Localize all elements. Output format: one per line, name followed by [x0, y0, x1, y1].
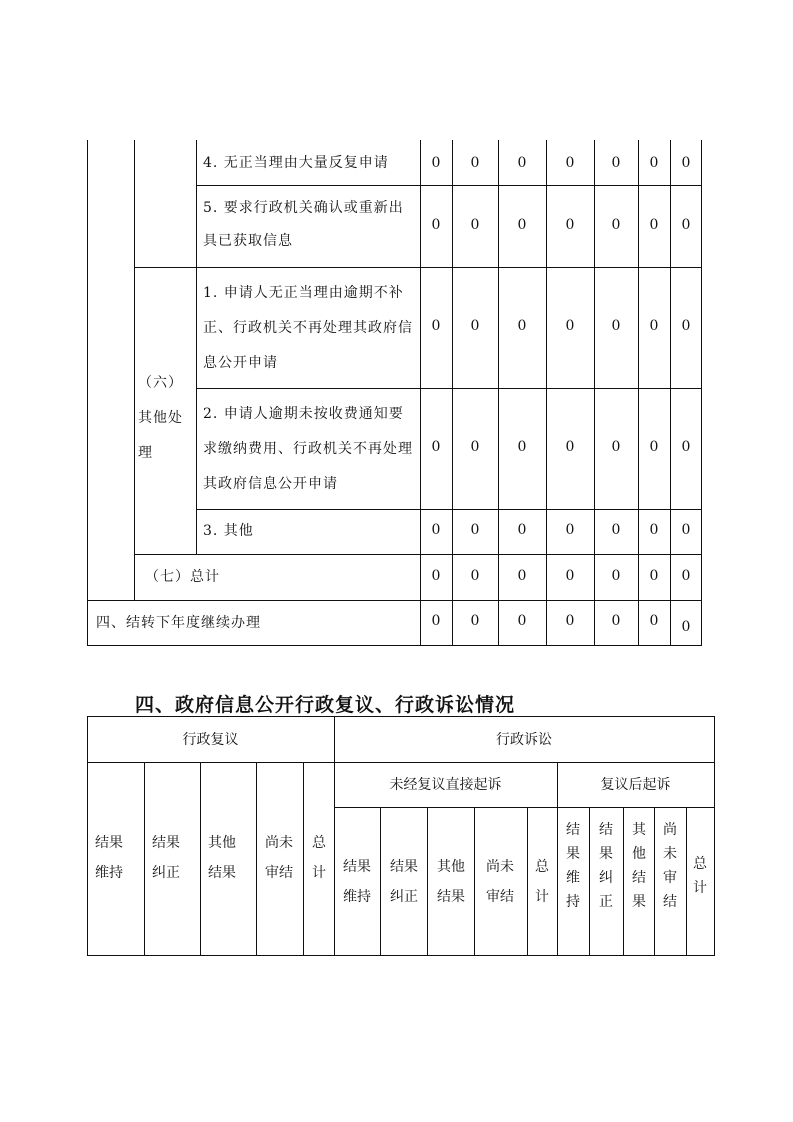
group-label-other-handling: （六）其他处理	[138, 375, 183, 461]
table-cell-value: 0	[517, 568, 527, 584]
table-cell-value: 0	[565, 318, 575, 334]
table-cell-value: 0	[681, 568, 691, 584]
row-label: 3. 其他	[203, 523, 254, 539]
table-cell-value: 0	[470, 613, 480, 629]
table-cell-value: 0	[565, 155, 575, 171]
row-label: 1. 申请人无正当理由逾期不补正、行政机关不再处理其政府信息公开申请	[203, 285, 413, 371]
table-cell-value: 0	[431, 522, 441, 538]
table-cell-value: 0	[611, 522, 621, 538]
table-cell-value: 0	[649, 318, 659, 334]
table-cell-value: 0	[431, 439, 441, 455]
header-administrative-litigation: 行政诉讼	[496, 732, 552, 748]
direct-col-header: 总计	[535, 859, 549, 905]
table-cell-value: 0	[681, 217, 691, 233]
direct-col-header: 结果纠正	[390, 859, 418, 905]
table-cell-value: 0	[431, 217, 441, 233]
direct-col-header: 结果维持	[343, 859, 371, 905]
header-direct-suit: 未经复议直接起诉	[389, 777, 502, 793]
header-suit-after-review: 复议后起诉	[600, 777, 671, 793]
direct-col-header: 其他结果	[437, 859, 465, 905]
row-label: （七）总计	[145, 569, 220, 585]
table-cell-value: 0	[649, 613, 659, 629]
table-cell-value: 0	[431, 155, 441, 171]
table-cell-value: 0	[681, 522, 691, 538]
table-cell-value: 0	[611, 318, 621, 334]
table-cell-value: 0	[431, 613, 441, 629]
after-col-header: 其他结果	[632, 822, 646, 910]
table-cell-value: 0	[649, 439, 659, 455]
table-cell-value: 0	[649, 217, 659, 233]
review-col-header: 尚未审结	[265, 835, 293, 881]
table-cell-value: 0	[431, 318, 441, 334]
row-label: 2. 申请人逾期未按收费通知要求缴纳费用、行政机关不再处理其政府信息公开申请	[203, 406, 413, 492]
row-label: 5. 要求行政机关确认或重新出具已获取信息	[203, 200, 404, 249]
table-cell-value: 0	[517, 522, 527, 538]
row-label: 四、结转下年度继续办理	[96, 615, 261, 631]
review-col-header: 结果维持	[95, 835, 123, 881]
after-col-header: 尚未审结	[663, 822, 677, 910]
table-cell-value: 0	[565, 613, 575, 629]
table-cell-value: 0	[517, 217, 527, 233]
table-cell-value: 0	[470, 522, 480, 538]
table-cell-value: 0	[517, 439, 527, 455]
table-cell-value: 0	[565, 217, 575, 233]
table-cell-value: 0	[611, 568, 621, 584]
table-cell-value: 0	[517, 318, 527, 334]
table-cell-value: 0	[649, 568, 659, 584]
direct-col-header: 尚未审结	[486, 859, 514, 905]
table-cell-value: 0	[517, 155, 527, 171]
table-cell-value: 0	[470, 318, 480, 334]
table-cell-value: 0	[611, 613, 621, 629]
after-col-header: 总计	[693, 856, 707, 896]
after-col-header: 结果纠正	[599, 822, 613, 910]
table-cell-value: 0	[649, 522, 659, 538]
table-cell-value: 0	[681, 439, 691, 455]
section-title: 四、政府信息公开行政复议、行政诉讼情况	[135, 694, 516, 716]
table-cell-value: 0	[611, 155, 621, 171]
table-cell-value: 0	[565, 439, 575, 455]
table-cell-value: 0	[649, 155, 659, 171]
table-cell-value: 0	[565, 568, 575, 584]
row-label: 4. 无正当理由大量反复申请	[203, 155, 389, 171]
after-col-header: 结果维持	[566, 822, 580, 910]
table-cell-value: 0	[431, 568, 441, 584]
review-col-header: 结果纠正	[152, 835, 180, 881]
table-cell-value: 0	[470, 568, 480, 584]
table-cell-value: 0	[611, 217, 621, 233]
table-cell-value: 0	[611, 439, 621, 455]
table-cell-value: 0	[681, 318, 691, 334]
review-col-header: 其他结果	[208, 835, 236, 881]
table-cell-value: 0	[470, 155, 480, 171]
table-cell-value: 0	[470, 217, 480, 233]
table-cell-value: 0	[470, 439, 480, 455]
table-cell-value: 0	[517, 613, 527, 629]
table-cell-value: 0	[565, 522, 575, 538]
header-administrative-review: 行政复议	[182, 732, 239, 748]
review-col-header: 总计	[312, 835, 326, 881]
table-cell-value: 0	[681, 155, 691, 171]
table-cell-value: 0	[681, 619, 691, 635]
